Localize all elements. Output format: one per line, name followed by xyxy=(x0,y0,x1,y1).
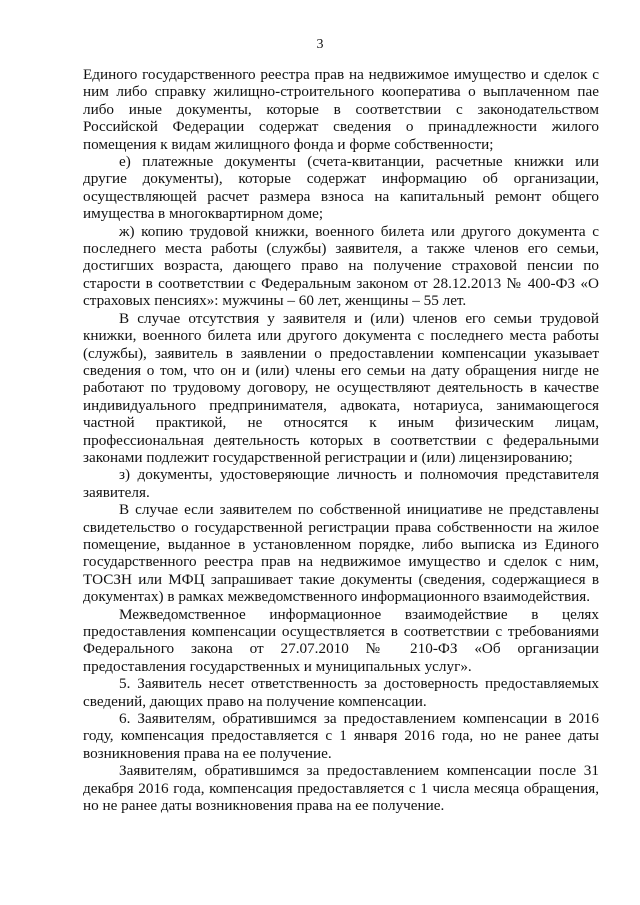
paragraph-item-5: 5. Заявитель несет ответственность за достоверность предоставляемых сведений, дающих право на получение компенсации. xyxy=(83,675,599,710)
page-number: 3 xyxy=(316,37,324,52)
document-body xyxy=(83,66,599,814)
paragraph-item-z: з) документы, удостоверяющие личность и полномочия представителя заявителя. xyxy=(83,466,599,501)
paragraph-item-6: 6. Заявителям, обратившимся за предоставлением компенсации в 2016 году, компенсация предоставляется с 1 января 2016 года, но не ранее даты возникновения права на ее получение. xyxy=(83,710,599,762)
paragraph-interagency-interaction: Межведомственное информационное взаимодействие в целях предоставления компенсации осуществляется в соответствии с требованиями Федерального закона от 27.07.2010 № 210-ФЗ «Об организации предоставления государственных и муниципальных услуг». xyxy=(83,605,599,675)
paragraph-item-zh: ж) копию трудовой книжки, военного билета или другого документа с последнего места работы (службы) заявителя, а также членов его семьи, достигших возраста, дающего право на получение страховой пенсии по старости в соответствии с Федеральным законом от 28.12.2013 № 400-ФЗ «О страховых пенсиях»: мужчины – 60 лет, женщины – 55 лет. xyxy=(83,222,599,310)
paragraph-interagency-request: В случае если заявителем по собственной инициативе не представлены свидетельство о государственной регистрации права собственности на жилое помещение, выданное в установленном порядке, либо выписка из Единого государственного реестра прав на недвижимое имущество и сделок с ним, ТОСЗН или МФЦ запрашивает такие документы (сведения, содержащиеся в документах) в рамках межведомственного информационного взаимодействия. xyxy=(83,501,599,606)
paragraph-item-e: е) платежные документы (счета-квитанции, расчетные книжки или другие документы), которые содержат информацию об организации, осуществляющей расчет размера взноса на капитальный ремонт общего имущества в многоквартирном доме; xyxy=(83,153,599,223)
paragraph-absence-of-documents: В случае отсутствия у заявителя и (или) членов его семьи трудовой книжки, военного билета или другого документа с последнего места работы (службы), заявитель в заявлении о предоставлении компенсации указывает сведения о том, что он и (или) члены его семьи на дату обращения нигде не работают по трудовому договору, не осуществляют деятельность в качестве индивидуального предпринимателя, адвоката, нотариуса, занимающегося частной практикой, не относятся к иным физическим лицам, профессиональная деятельность которых в соответствии с федеральными законами подлежит государственной регистрации и (или) лицензированию; xyxy=(83,309,599,466)
paragraph-after-2016: Заявителям, обратившимся за предоставлением компенсации после 31 декабря 2016 года, компенсация предоставляется с 1 числа месяца обращения, но не ранее даты возникновения права на ее получение. xyxy=(83,762,599,815)
paragraph-continuation: Единого государственного реестра прав на недвижимое имущество и сделок с ним либо справку жилищно-строительного кооператива о выплаченном пае либо иные документы, которые в соответствии с законодательством Российской Федерации содержат сведения о принадлежности жилого помещения к видам жилищного фонда и форме собственности; xyxy=(83,66,599,153)
